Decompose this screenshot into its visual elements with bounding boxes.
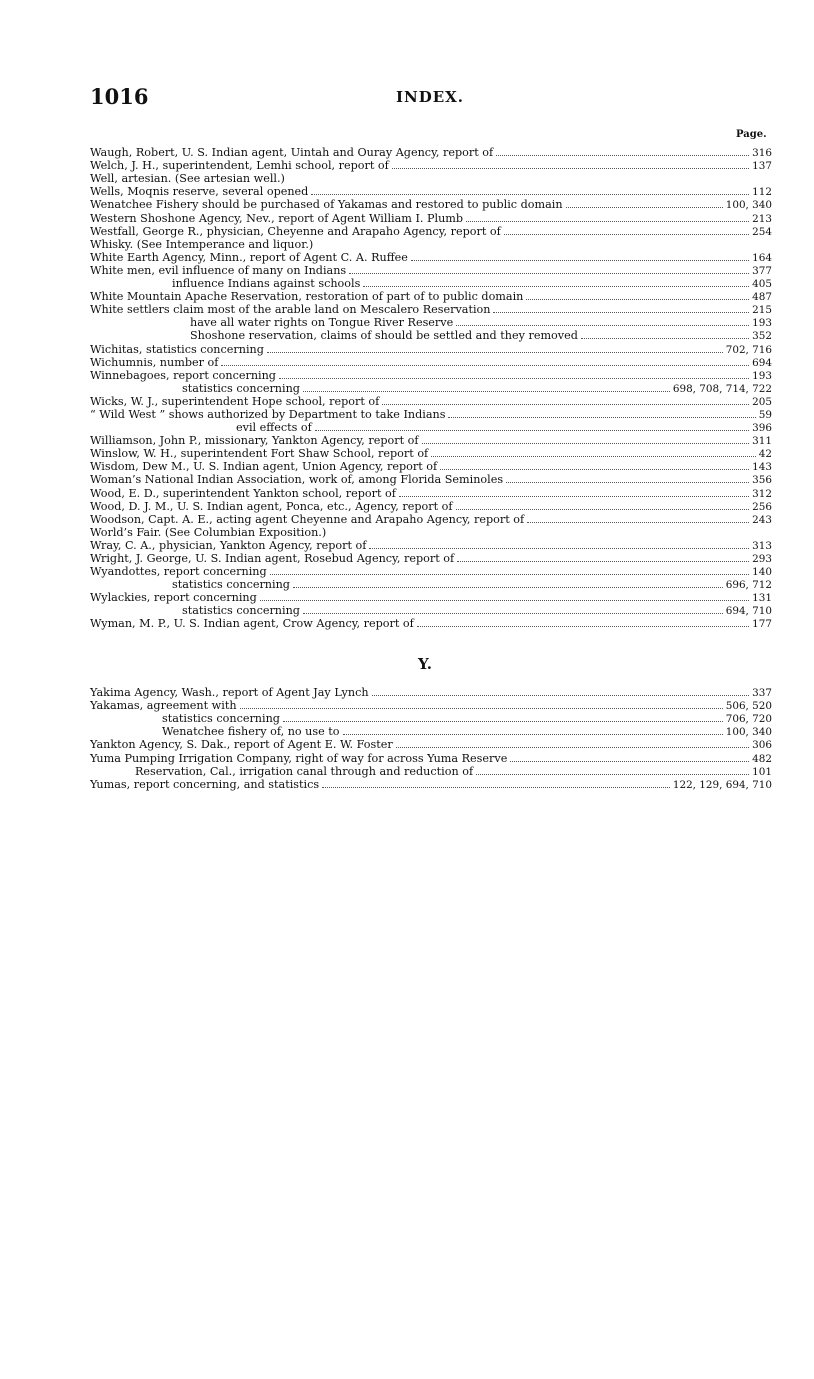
dot-leader — [349, 272, 749, 274]
dot-leader — [504, 233, 749, 235]
dot-leader — [363, 285, 749, 287]
index-entry-text: Wright, J. George, U. S. Indian agent, Rosebud Agency, report of — [90, 552, 455, 565]
index-entry-page: 293 — [752, 553, 772, 565]
index-entry-page: 352 — [752, 330, 772, 343]
page-column-header: Page. — [736, 129, 767, 140]
index-entry — [90, 225, 772, 238]
index-section-w — [90, 146, 772, 630]
index-entry — [90, 356, 772, 369]
index-entry — [90, 513, 772, 526]
index-entry-page: 164 — [752, 251, 772, 264]
dot-leader — [303, 612, 723, 614]
section-letter-y: Y. — [418, 655, 432, 673]
index-entry-text: Woman’s National Indian Association, work of, among Florida Seminoles — [90, 473, 504, 487]
dot-leader — [322, 786, 670, 788]
index-entry-page: 193 — [752, 369, 772, 382]
index-entry — [90, 699, 772, 712]
index-entry-page: 131 — [752, 592, 772, 605]
index-entry-page: 506, 520 — [725, 700, 772, 713]
index-entry-text: Westfall, George R., physician, Cheyenne and Arapaho Agency, report of — [90, 224, 501, 238]
index-entry — [90, 447, 772, 460]
index-entry-text: White Earth Agency, Minn., report of Agent C. A. Ruffee — [90, 250, 408, 264]
dot-leader — [396, 746, 749, 748]
dot-leader — [527, 521, 749, 523]
index-entry — [90, 738, 772, 751]
index-entry-page: 698, 708, 714, 722 — [672, 382, 772, 395]
index-entry-page: 306 — [752, 739, 772, 752]
index-entry-text: Williamson, John P., missionary, Yankton Agency, report of — [90, 434, 419, 448]
index-entry-text: Welch, J. H., superintendent, Lemhi school, report of — [90, 159, 389, 173]
index-entry — [90, 408, 772, 421]
index-entry — [90, 159, 772, 172]
dot-leader — [506, 481, 749, 483]
index-entry-page: 356 — [752, 474, 772, 487]
dot-leader — [283, 720, 723, 722]
dot-leader — [457, 560, 749, 562]
index-entry — [90, 198, 772, 211]
index-entry-text: “ Wild West ” shows authorized by Department to take Indians — [90, 407, 446, 421]
index-entry-page: 205 — [752, 395, 772, 408]
dot-leader — [456, 324, 749, 326]
index-entry-page: 256 — [752, 500, 772, 513]
index-entry — [90, 185, 772, 198]
index-entry-page: 100, 340 — [725, 726, 772, 739]
index-entry-text: statistics concerning — [172, 578, 290, 592]
index-entry-page: 694 — [752, 356, 772, 369]
index-entry-text: have all water rights on Tongue River Reserve — [190, 316, 454, 330]
index-entry-text: influence Indians against schools — [172, 277, 361, 291]
index-entry — [90, 211, 772, 224]
index-entry-text: Woodson, Capt. A. E., acting agent Cheyenne and Arapaho Agency, report of — [90, 512, 525, 526]
index-entry-text: Wenatchee fishery of, no use to — [162, 725, 340, 739]
index-entry — [90, 329, 772, 342]
dot-leader — [411, 259, 749, 261]
index-entry-text: Waugh, Robert, U. S. Indian agent, Uintah and Ouray Agency, report of — [90, 146, 494, 160]
dot-leader — [369, 547, 749, 549]
index-entry — [90, 264, 772, 277]
index-entry-page: 122, 129, 694, 710 — [672, 778, 772, 791]
index-entry-page: 215 — [752, 304, 772, 317]
index-entry-text: Wyandottes, report concerning — [90, 565, 267, 579]
index-entry-page: 59 — [758, 408, 772, 421]
index-entry — [90, 565, 772, 578]
index-entry-page: 316 — [752, 147, 772, 160]
index-entry — [90, 460, 772, 473]
index-entry-text: Wenatchee Fishery should be purchased of Yakamas and restored to public domain — [90, 198, 563, 212]
index-entry-text: World’s Fair. (See Columbian Exposition.) — [90, 525, 327, 539]
index-entry-text: Yakima Agency, Wash., report of Agent Jay Lynch — [90, 686, 369, 700]
index-entry-text: White settlers claim most of the arable land on Mescalero Reservation — [90, 303, 491, 317]
index-entry-text: Yumas, report concerning, and statistics — [90, 777, 320, 791]
index-entry-page: 100, 340 — [725, 199, 772, 212]
dot-leader — [382, 403, 749, 405]
dot-leader — [456, 508, 750, 510]
index-entry — [90, 486, 772, 499]
dot-leader — [270, 573, 749, 575]
index-entry — [90, 238, 772, 251]
index-entry — [90, 277, 772, 290]
dot-leader — [510, 760, 749, 762]
dot-leader — [496, 154, 749, 156]
index-entry — [90, 303, 772, 316]
dot-leader — [303, 390, 670, 392]
dot-leader — [440, 468, 749, 470]
index-entry-page: 696, 712 — [725, 579, 772, 592]
index-entry-page: 405 — [752, 278, 772, 291]
index-entry-page: 337 — [752, 687, 772, 700]
index-entry-page: 706, 720 — [725, 713, 772, 726]
index-entry-text: Winnebagoes, report concerning — [90, 368, 276, 382]
index-entry-text: Wood, E. D., superintendent Yankton school, report of — [90, 486, 396, 500]
index-entry — [90, 765, 772, 778]
dot-leader — [372, 694, 750, 696]
index-entry-text: statistics concerning — [182, 604, 300, 618]
index-entry — [90, 421, 772, 434]
dot-leader — [279, 377, 749, 379]
dot-leader — [221, 364, 749, 366]
index-entry — [90, 473, 772, 486]
index-entry — [90, 382, 772, 395]
index-entry — [90, 251, 772, 264]
index-entry — [90, 591, 772, 604]
index-entry — [90, 578, 772, 591]
index-entry-page: 311 — [752, 435, 772, 448]
index-entry-page: 702, 716 — [725, 343, 772, 356]
index-entry-text: Western Shoshone Agency, Nev., report of Agent William I. Plumb — [90, 211, 464, 225]
dot-leader — [466, 220, 749, 222]
index-entry — [90, 778, 772, 791]
index-entry — [90, 316, 772, 329]
index-entry-text: Wylackies, report concerning — [90, 591, 257, 605]
dot-leader — [476, 773, 749, 775]
index-entry-text: Wichumnis, number of — [90, 355, 219, 369]
dot-leader — [422, 442, 750, 444]
index-entry-page: 213 — [752, 212, 772, 225]
index-entry — [90, 434, 772, 447]
index-entry — [90, 604, 772, 617]
index-entry-text: statistics concerning — [182, 381, 300, 395]
index-entry-page: 254 — [752, 225, 772, 238]
index-entry — [90, 686, 772, 699]
index-entry — [90, 617, 772, 630]
dot-leader — [267, 351, 723, 353]
index-entry-text: Wood, D. J. M., U. S. Indian agent, Ponca, etc., Agency, report of — [90, 499, 453, 513]
index-entry — [90, 725, 772, 738]
index-entry-text: Yuma Pumping Irrigation Company, right of way for across Yuma Reserve — [90, 751, 508, 765]
index-entry-text: Wray, C. A., physician, Yankton Agency, report of — [90, 538, 367, 552]
dot-leader — [431, 455, 756, 457]
index-entry — [90, 526, 772, 539]
index-entry-text: Wicks, W. J., superintendent Hope school, report of — [90, 394, 380, 408]
index-entry-text: Shoshone reservation, claims of should be settled and they removed — [190, 329, 578, 343]
index-entry-text: White Mountain Apache Reservation, restoration of part of to public domain — [90, 290, 524, 304]
dot-leader — [240, 707, 723, 709]
dot-leader — [526, 298, 749, 300]
index-entry-page: 312 — [752, 487, 772, 500]
index-entry-text: evil effects of — [236, 421, 312, 435]
index-entry-page: 193 — [752, 317, 772, 330]
index-entry-text: Wisdom, Dew M., U. S. Indian agent, Union Agency, report of — [90, 460, 438, 474]
index-section-y — [90, 686, 772, 791]
index-entry-page: 177 — [752, 618, 772, 631]
index-entry — [90, 395, 772, 408]
index-entry-page: 487 — [752, 291, 772, 304]
index-entry — [90, 500, 772, 513]
index-entry-page: 396 — [752, 422, 772, 435]
index-entry-text: statistics concerning — [162, 712, 280, 726]
index-entry-text: Well, artesian. (See artesian well.) — [90, 172, 285, 186]
index-entry-text: Wells, Moqnis reserve, several opened — [90, 185, 309, 199]
index-entry — [90, 369, 772, 382]
index-entry — [90, 539, 772, 552]
index-entry-page: 143 — [752, 461, 772, 474]
page-number: 1016 — [90, 84, 149, 109]
dot-leader — [311, 193, 749, 195]
index-entry-text: White men, evil influence of many on Indians — [90, 263, 347, 277]
index-entry — [90, 146, 772, 159]
dot-leader — [581, 337, 749, 339]
index-entry — [90, 290, 772, 303]
index-entry-page: 140 — [752, 566, 772, 579]
index-entry-page: 694, 710 — [725, 605, 772, 618]
index-entry-page: 377 — [752, 264, 772, 277]
index-entry-page: 101 — [752, 765, 772, 778]
index-entry-page: 482 — [752, 752, 772, 765]
index-entry-page: 112 — [752, 186, 772, 199]
index-entry-text: Reservation, Cal., irrigation canal through and reduction of — [135, 764, 474, 778]
dot-leader — [260, 599, 749, 601]
page-title: INDEX. — [396, 88, 465, 106]
dot-leader — [448, 416, 755, 418]
index-entry-page: 137 — [752, 160, 772, 173]
index-entry — [90, 172, 772, 185]
index-entry-text: Yankton Agency, S. Dak., report of Agent E. W. Foster — [90, 738, 393, 752]
index-entry — [90, 342, 772, 355]
index-entry-text: Whisky. (See Intemperance and liquor.) — [90, 237, 314, 251]
dot-leader — [392, 167, 749, 169]
index-entry — [90, 712, 772, 725]
index-entry-text: Wichitas, statistics concerning — [90, 342, 264, 356]
index-entry — [90, 552, 772, 565]
index-entry-text: Yakamas, agreement with — [90, 699, 237, 713]
dot-leader — [343, 733, 723, 735]
dot-leader — [566, 206, 723, 208]
dot-leader — [293, 586, 723, 588]
dot-leader — [493, 311, 749, 313]
dot-leader — [315, 429, 749, 431]
index-entry — [90, 751, 772, 764]
index-entry-page: 313 — [752, 539, 772, 552]
index-entry-page: 42 — [758, 448, 772, 461]
dot-leader — [399, 495, 749, 497]
dot-leader — [417, 625, 749, 627]
index-entry-text: Wyman, M. P., U. S. Indian agent, Crow Agency, report of — [90, 617, 414, 631]
index-entry-text: Winslow, W. H., superintendent Fort Shaw School, report of — [90, 447, 429, 461]
index-entry-page: 243 — [752, 513, 772, 526]
